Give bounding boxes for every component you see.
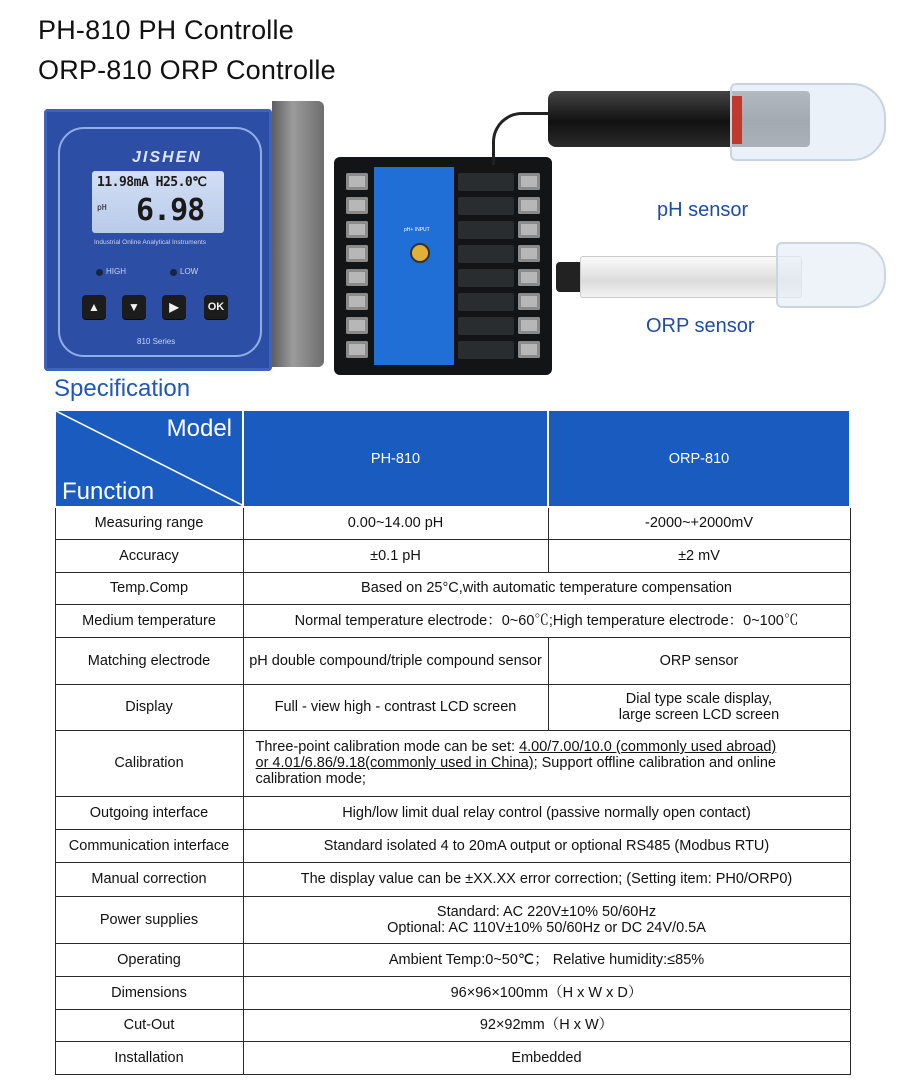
terminal-screw-icon <box>346 269 368 286</box>
power-line-2: Optional: AC 110V±10% 50/60Hz or DC 24V/0.5A <box>387 919 706 936</box>
row-value-ph: 0.00~14.00 pH <box>243 507 548 539</box>
header-function-label: Function <box>62 478 155 505</box>
power-line-1: Standard: AC 220V±10% 50/60Hz <box>436 903 657 920</box>
display-orp-line-1: Dial type scale display, <box>625 691 773 707</box>
row-value-both: High/low limit dual relay control (passive normally open contact) <box>243 796 850 829</box>
calibration-value <box>243 730 850 796</box>
row-value-orp <box>548 684 850 730</box>
row-value-both: Based on 25°C,with automatic temperature compensation <box>243 572 850 604</box>
header-model-label: Model <box>166 415 232 442</box>
row-value-ph: ±0.1 pH <box>243 539 548 572</box>
row-function-label: Temp.Comp <box>55 572 243 604</box>
ph-sensor-label: pH sensor <box>657 199 749 221</box>
lcd-main-value: 6.98 <box>136 193 205 228</box>
table-row <box>55 572 850 604</box>
terminal-block <box>458 317 514 335</box>
bnc-jack-icon <box>410 243 430 263</box>
row-value-both: 92×92mm（H x W） <box>243 1009 850 1041</box>
terminal-screw-icon <box>518 317 540 334</box>
terminal-screw-icon <box>518 269 540 286</box>
ph-probe-cap <box>730 83 886 161</box>
up-arrow-button: ▲ <box>82 295 106 319</box>
table-row <box>55 507 850 539</box>
led-high-indicator-icon <box>96 269 103 276</box>
row-value-both: Standard isolated 4 to 20mA output or optional RS485 (Modbus RTU) <box>243 829 850 862</box>
row-value-ph: pH double compound/triple compound sensor <box>243 637 548 684</box>
table-row <box>55 1009 850 1041</box>
terminal-screw-icon <box>346 173 368 190</box>
terminal-screw-icon <box>346 197 368 214</box>
row-value-both: Normal temperature electrode：0~60℃;High temperature electrode：0~100℃ <box>243 604 850 637</box>
row-function-label: Matching electrode <box>55 637 243 684</box>
rear-wiring-label <box>374 167 454 365</box>
table-row <box>55 829 850 862</box>
row-function-label: Cut-Out <box>55 1009 243 1041</box>
terminal-screw-icon <box>518 245 540 262</box>
row-value-both <box>243 896 850 943</box>
row-function-label: Installation <box>55 1041 243 1074</box>
table-row <box>55 684 850 730</box>
calibration-text-b: Support offline calibration and online calibration mode; <box>255 755 776 787</box>
title-line-1: PH-810 PH Controlle <box>38 15 294 45</box>
table-row <box>55 637 850 684</box>
ph-probe-band <box>732 96 742 144</box>
row-function-label: Operating <box>55 943 243 976</box>
controller-front-panel <box>44 109 272 371</box>
header-orp810: ORP-810 <box>548 410 850 507</box>
specification-table <box>54 409 851 1075</box>
table-row <box>55 730 850 796</box>
model-function-header-cell <box>55 410 243 507</box>
down-arrow-button: ▼ <box>122 295 146 319</box>
row-value-orp: -2000~+2000mV <box>548 507 850 539</box>
row-function-label: Display <box>55 684 243 730</box>
controller-rear-terminals <box>334 157 552 375</box>
terminal-block <box>458 341 514 359</box>
terminal-block <box>458 293 514 311</box>
table-row <box>55 604 850 637</box>
terminal-screw-icon <box>346 221 368 238</box>
table-header-row <box>55 410 850 507</box>
lcd-unit: pH <box>97 203 107 212</box>
calibration-underline-1: 4.00/7.00/10.0 (commonly used abroad) <box>519 739 777 755</box>
row-function-label: Manual correction <box>55 862 243 896</box>
row-value-both: The display value can be ±XX.XX error correction; (Setting item: PH0/ORP0) <box>243 862 850 896</box>
orp-probe-cap <box>776 242 886 308</box>
display-orp-line-2: large screen LCD screen <box>618 707 780 723</box>
terminal-block <box>458 245 514 263</box>
lcd-screen <box>92 171 224 233</box>
terminal-screw-icon <box>346 341 368 358</box>
orp-probe-body <box>580 256 802 298</box>
lcd-current-temp: 11.98mA H25.0℃ <box>97 175 207 190</box>
table-row <box>55 896 850 943</box>
terminal-screw-icon <box>346 317 368 334</box>
row-value-orp: ±2 mV <box>548 539 850 572</box>
terminal-screw-icon <box>518 221 540 238</box>
title-line-2: ORP-810 ORP Controlle <box>38 55 336 85</box>
table-row <box>55 1041 850 1074</box>
table-row <box>55 976 850 1009</box>
terminal-block <box>458 197 514 215</box>
table-row <box>55 539 850 572</box>
table-row <box>55 862 850 896</box>
terminal-column-right <box>458 171 544 363</box>
row-value-orp: ORP sensor <box>548 637 850 684</box>
terminal-screw-icon <box>346 293 368 310</box>
led-low-indicator-icon <box>170 269 177 276</box>
brand-logo: JISHEN <box>132 149 202 166</box>
table-row <box>55 796 850 829</box>
row-function-label: Dimensions <box>55 976 243 1009</box>
terminal-screw-icon <box>518 173 540 190</box>
row-function-label: Communication interface <box>55 829 243 862</box>
orp-sensor-label: ORP sensor <box>646 315 755 337</box>
series-label: 810 Series <box>137 337 176 346</box>
terminal-screw-icon <box>518 293 540 310</box>
row-function-label: Measuring range <box>55 507 243 539</box>
row-function-label: Medium temperature <box>55 604 243 637</box>
terminal-screw-icon <box>518 197 540 214</box>
row-value-both: Embedded <box>243 1041 850 1074</box>
led-low-label: LOW <box>180 267 199 276</box>
calibration-underline-2: or 4.01/6.86/9.18(commonly used in China); <box>255 755 538 771</box>
controller-side-housing <box>272 101 324 367</box>
row-function-label: Power supplies <box>55 896 243 943</box>
terminal-block <box>458 269 514 287</box>
terminal-block <box>458 173 514 191</box>
row-function-label: Calibration <box>55 730 243 796</box>
calibration-text-a: Three-point calibration mode can be set: <box>255 739 520 755</box>
terminal-screw-icon <box>518 341 540 358</box>
row-value-both: 96×96×100mm（H x W x D） <box>243 976 850 1009</box>
rear-input-label: pH+ INPUT <box>404 227 430 233</box>
specification-heading: Specification <box>54 375 191 402</box>
row-value-both: Ambient Temp:0~50℃； Relative humidity:≤85% <box>243 943 850 976</box>
terminal-block <box>458 221 514 239</box>
led-high-label: HIGH <box>106 267 126 276</box>
header-ph810: PH-810 <box>243 410 548 507</box>
row-function-label: Outgoing interface <box>55 796 243 829</box>
panel-subtitle: Industrial Online Analytical Instruments <box>94 239 206 246</box>
table-row <box>55 943 850 976</box>
row-function-label: Accuracy <box>55 539 243 572</box>
ok-button: OK <box>204 295 228 319</box>
right-arrow-button: ▶ <box>162 295 186 319</box>
terminal-screw-icon <box>346 245 368 262</box>
row-value-ph: Full - view high - contrast LCD screen <box>243 684 548 730</box>
